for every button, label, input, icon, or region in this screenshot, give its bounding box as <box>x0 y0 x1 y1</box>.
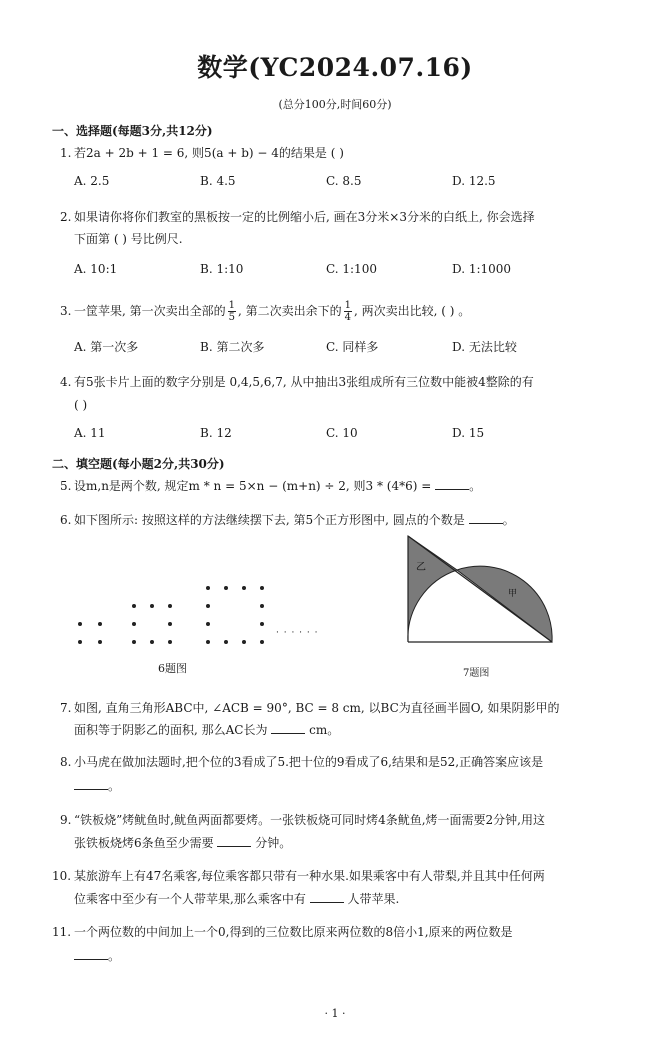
shaded-region-jia <box>457 566 552 642</box>
question-text-line2: 。 <box>60 946 634 966</box>
question-text-part3: , 两次卖出比较, ( ) 。 <box>354 304 471 318</box>
dot <box>78 622 82 626</box>
dot <box>260 622 264 626</box>
question-number: 4. <box>60 375 72 389</box>
section-heading-choice: 一、选择题(每题3分,共12分) <box>52 124 213 138</box>
dot <box>132 604 136 608</box>
dot <box>98 640 102 644</box>
question-number: 11. <box>52 925 72 939</box>
answer-blank[interactable] <box>217 834 251 847</box>
answer-blank[interactable] <box>310 890 344 903</box>
option-c: C. 8.5 <box>326 174 362 188</box>
question-9 <box>60 810 620 830</box>
question-text: 如下图所示: 按照这样的方法继续摆下去, 第5个正方形图中, 圆点的个数是 <box>74 513 465 527</box>
question-8 <box>60 752 620 772</box>
dot <box>260 604 264 608</box>
ellipsis: · · · · · · <box>276 628 319 638</box>
question-text-line1: 如果请你将你们教室的黑板按一定的比例缩小后, 画在3分米×3分米的白纸上, 你会选择 <box>74 210 535 224</box>
option-a: A. 第一次多 <box>74 340 139 354</box>
option-b: B. 第二次多 <box>200 340 265 354</box>
question-number: 7. <box>60 701 72 715</box>
option-c: C. 1:100 <box>326 262 377 276</box>
question-number: 10. <box>52 869 72 883</box>
question-number: 8. <box>60 755 72 769</box>
answer-blank[interactable] <box>74 777 108 790</box>
figure-7-caption: 7题图 <box>463 668 490 679</box>
label-jia: 甲 <box>508 589 518 599</box>
dot <box>224 586 228 590</box>
question-text-part2: , 第二次卖出余下的 <box>238 304 342 318</box>
label-yi: 乙 <box>416 562 426 573</box>
figure-6-caption: 6题图 <box>158 662 187 675</box>
question-text-line1: 一个两位数的中间加上一个0,得到的三位数比原来两位数的8倍小1,原来的两位数是 <box>74 925 513 939</box>
fraction-one-quarter: $\frac{1}{4}$ <box>344 300 352 323</box>
option-d: D. 15 <box>452 426 485 440</box>
dot <box>168 622 172 626</box>
page-number: · 1 · <box>324 1007 346 1020</box>
dot <box>132 640 136 644</box>
option-c: C. 同样多 <box>326 340 379 354</box>
option-d: D. 无法比较 <box>452 340 517 354</box>
question-text-line2: 位乘客中至少有一个人带苹果,那么乘客中有 人带苹果. <box>74 892 400 906</box>
option-a: A. 11 <box>74 426 106 440</box>
dot <box>78 640 82 644</box>
question-text-line2: 。 <box>60 776 634 796</box>
question-text-part1: 一筐苹果, 第一次卖出全部的 <box>74 304 226 318</box>
figure-7-diagram <box>400 530 560 646</box>
question-10 <box>52 866 612 886</box>
question-text-line1: 某旅游车上有47名乘客,每位乘客都只带有一种水果.如果乘客中有人带梨,并且其中任何两 <box>74 869 545 883</box>
question-text-line2: 张铁板烧烤6条鱼至少需要 分钟。 <box>74 836 292 850</box>
question-text: 设m,n是两个数, 规定m * n = 5×n − (m+n) ÷ 2, 则3 * (4*6) = <box>74 479 432 493</box>
dot <box>132 622 136 626</box>
question-6: 6. 如下图所示: 按照这样的方法继续摆下去, 第5个正方形图中, 圆点的个数是 。 <box>60 510 620 530</box>
page-subtitle: (总分100分,时间60分) <box>278 98 392 111</box>
question-11 <box>52 922 612 942</box>
question-text: 若2a + 2b + 1 = 6, 则5(a + b) − 4的结果是 ( ) <box>74 146 344 160</box>
answer-blank[interactable] <box>469 511 503 524</box>
dot <box>260 640 264 644</box>
question-number: 2. <box>60 210 72 224</box>
question-text-line1: 有5张卡片上面的数字分别是 0,4,5,6,7, 从中抽出3张组成所有三位数中能被4整除的有 <box>74 375 534 389</box>
dot <box>242 640 246 644</box>
question-number: 1. <box>60 146 72 160</box>
dot <box>168 604 172 608</box>
answer-blank[interactable] <box>435 477 469 490</box>
option-c: C. 10 <box>326 426 358 440</box>
question-text-line2: 下面第 ( ) 号比例尺. <box>74 232 183 246</box>
question-text-line1: “铁板烧”烤鱿鱼时,鱿鱼两面都要烤。一张铁板烧可同时烤4条鱿鱼,烤一面需要2分钟,用这 <box>74 813 545 827</box>
question-text-line2: ( ) <box>74 398 88 412</box>
figure-6-dots <box>70 578 340 648</box>
question-number: 6. <box>60 513 72 527</box>
dot <box>206 622 210 626</box>
option-b: B. 1:10 <box>200 262 244 276</box>
answer-blank[interactable] <box>271 721 305 734</box>
option-a: A. 2.5 <box>74 174 110 188</box>
dot <box>98 622 102 626</box>
question-text-line1: 如图, 直角三角形ABC中, ∠ACB = 90°, BC = 8 cm, 以BC为直径画半圆O, 如果阴影甲的 <box>74 701 560 715</box>
question-1 <box>60 143 620 163</box>
option-a: A. 10:1 <box>74 262 118 276</box>
dot <box>206 586 210 590</box>
page-title: 数学(YC2024.07.16) <box>197 53 473 82</box>
question-number: 9. <box>60 813 72 827</box>
dot <box>168 640 172 644</box>
question-number: 3. <box>60 304 72 318</box>
dot <box>206 640 210 644</box>
question-3 <box>60 298 620 324</box>
question-text: 小马虎在做加法题时,把个位的3看成了5.把十位的9看成了6,结果和是52,正确答案应该是 <box>74 755 544 769</box>
fraction-one-fifth: $\frac{1}{5}$ <box>228 300 236 323</box>
dot <box>150 604 154 608</box>
option-b: B. 12 <box>200 426 232 440</box>
question-text-line2: 面积等于阴影乙的面积, 那么AC长为 cm。 <box>74 723 340 737</box>
dot <box>242 586 246 590</box>
option-d: D. 1:1000 <box>452 262 512 276</box>
dot <box>150 640 154 644</box>
option-b: B. 4.5 <box>200 174 236 188</box>
answer-blank[interactable] <box>74 947 108 960</box>
question-2 <box>60 207 620 227</box>
question-4 <box>60 372 620 392</box>
question-number: 5. <box>60 479 72 493</box>
question-5: 5. 设m,n是两个数, 规定m * n = 5×n − (m+n) ÷ 2, 则3 * (4*6) = 。 <box>60 476 620 496</box>
dot <box>206 604 210 608</box>
option-d: D. 12.5 <box>452 174 496 188</box>
question-7 <box>60 698 620 718</box>
dot <box>224 640 228 644</box>
dot <box>260 586 264 590</box>
shaded-region-yi <box>408 536 457 642</box>
section-heading-fill: 二、填空题(每小题2分,共30分) <box>52 457 225 471</box>
